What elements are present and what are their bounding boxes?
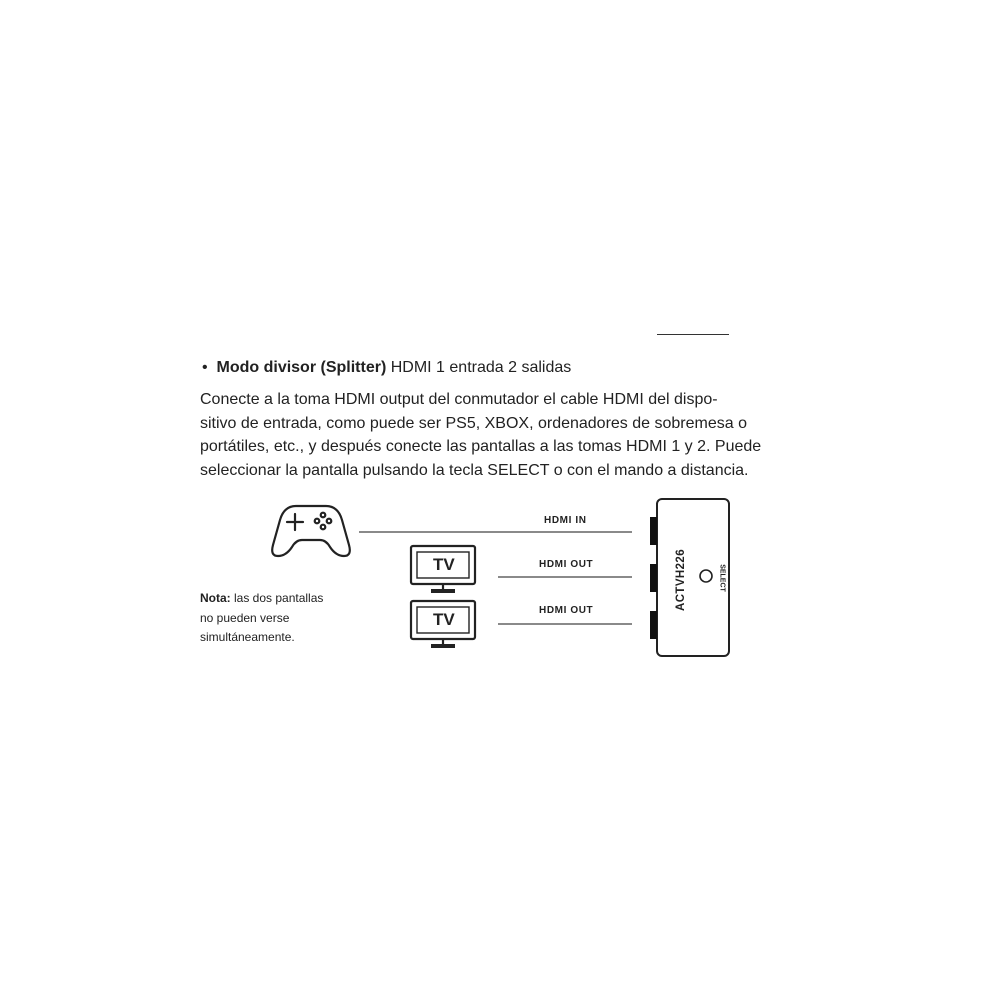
heading-rest: HDMI 1 entrada 2 salidas xyxy=(386,359,572,376)
note-line2: no pueden verse xyxy=(200,610,290,625)
device-model-label: ACTVH226 xyxy=(675,549,687,611)
hdmi-out-label-1: HDMI OUT xyxy=(539,559,594,570)
tv2-label: TV xyxy=(433,610,455,629)
select-button-label: SELECT xyxy=(718,564,726,592)
note-line3: simultáneamente. xyxy=(200,630,295,644)
gamepad-icon xyxy=(272,506,350,556)
body-line-3: portátiles, etc., y después conecte las pantallas a las tomas HDMI 1 y 2. Puede xyxy=(200,438,762,455)
heading-bold: Modo divisor (Splitter) xyxy=(216,359,387,376)
hdmi-out-label-2: HDMI OUT xyxy=(539,605,594,616)
body-line-2: sitivo de entrada, como puede ser PS5, XBOX, ordenadores de sobremesa o xyxy=(200,414,747,432)
tv1-label: TV xyxy=(433,555,455,574)
body-line-1: Conecte a la toma HDMI output del conmutador el cable HDMI del dispo- xyxy=(200,391,718,408)
heading-bullet: • xyxy=(202,359,208,376)
note xyxy=(200,589,323,648)
note-bold: Nota: xyxy=(200,591,231,605)
note-line1: las dos pantallas xyxy=(230,591,324,605)
body-line-4: seleccionar la pantalla pulsando la tecla SELECT o con el mando a distancia. xyxy=(200,461,749,479)
switch-device-icon xyxy=(650,499,729,656)
hdmi-in-label: HDMI IN xyxy=(544,515,587,526)
